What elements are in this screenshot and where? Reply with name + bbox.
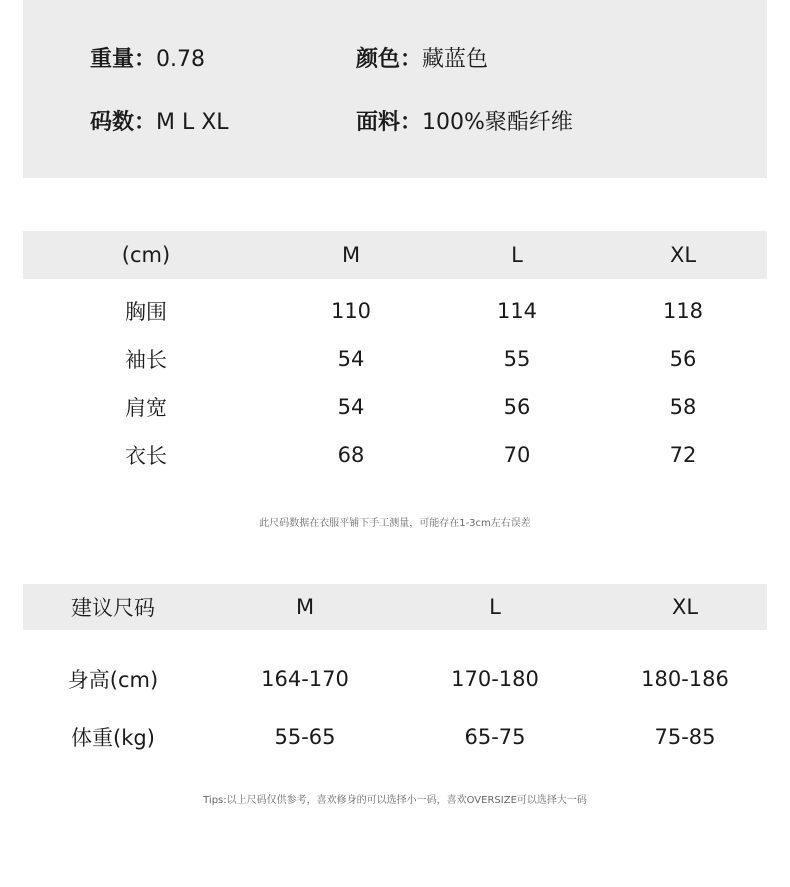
row-label: 肩宽 — [125, 396, 167, 420]
table-row — [23, 335, 767, 383]
header-size-m: M — [295, 595, 315, 619]
measurement-note: 此尺码数据在衣服平铺下手工测量，可能存在1-3cm左右误差 — [259, 518, 531, 529]
weight-label: 重量： — [90, 47, 157, 72]
color-spec — [356, 42, 488, 73]
row-label: 体重(kg) — [71, 726, 155, 750]
row-value: 54 — [337, 395, 365, 419]
color-label: 颜色： — [356, 47, 423, 72]
row-value: 72 — [669, 443, 697, 467]
row-label: 袖长 — [125, 348, 167, 372]
header-recommend: 建议尺码 — [71, 596, 155, 620]
row-value: 54 — [337, 347, 365, 371]
row-value: 170-180 — [451, 667, 539, 691]
row-value: 58 — [669, 395, 697, 419]
product-spec-panel — [23, 0, 767, 178]
table-row — [23, 712, 767, 762]
measurement-table — [23, 231, 767, 479]
row-value: 68 — [337, 443, 365, 467]
row-value: 110 — [330, 299, 372, 323]
sizes-value: M L XL — [156, 110, 229, 135]
header-size-m: M — [341, 243, 361, 267]
table-row — [23, 654, 767, 704]
table-row — [23, 287, 767, 335]
table-row — [23, 431, 767, 479]
recommendation-table-header — [23, 584, 767, 630]
fabric-spec — [356, 105, 573, 136]
row-value: 118 — [662, 299, 704, 323]
fabric-label: 面料： — [356, 110, 423, 135]
row-value: 114 — [496, 299, 538, 323]
fabric-value: 100%聚酯纤维 — [422, 110, 573, 135]
row-label: 衣长 — [125, 444, 167, 468]
measurement-table-header — [23, 231, 767, 279]
header-size-l: L — [511, 243, 523, 267]
table-row — [23, 383, 767, 431]
row-value: 180-186 — [641, 667, 729, 691]
header-unit: (cm) — [121, 243, 171, 267]
color-value: 藏蓝色 — [422, 47, 489, 72]
recommendation-table — [23, 584, 767, 762]
row-label: 胸围 — [125, 300, 167, 324]
sizes-spec — [90, 105, 229, 136]
header-size-xl: XL — [669, 243, 697, 267]
size-tips-note: Tips:以上尺码仅供参考，喜欢修身的可以选择小一码，喜欢OVERSIZE可以选择大一码 — [203, 795, 587, 806]
row-value: 55-65 — [274, 725, 336, 749]
header-size-xl: XL — [671, 595, 699, 619]
row-value: 164-170 — [261, 667, 349, 691]
weight-spec — [90, 42, 205, 73]
row-value: 55 — [503, 347, 531, 371]
row-value: 70 — [503, 443, 531, 467]
spec-row-1 — [23, 42, 767, 76]
row-label: 身高(cm) — [67, 668, 159, 692]
spec-row-2 — [23, 105, 767, 139]
row-value: 65-75 — [464, 725, 526, 749]
row-value: 75-85 — [654, 725, 716, 749]
sizes-label: 码数： — [90, 110, 157, 135]
weight-value: 0.78 — [156, 47, 205, 72]
header-size-l: L — [489, 595, 501, 619]
row-value: 56 — [503, 395, 531, 419]
row-value: 56 — [669, 347, 697, 371]
